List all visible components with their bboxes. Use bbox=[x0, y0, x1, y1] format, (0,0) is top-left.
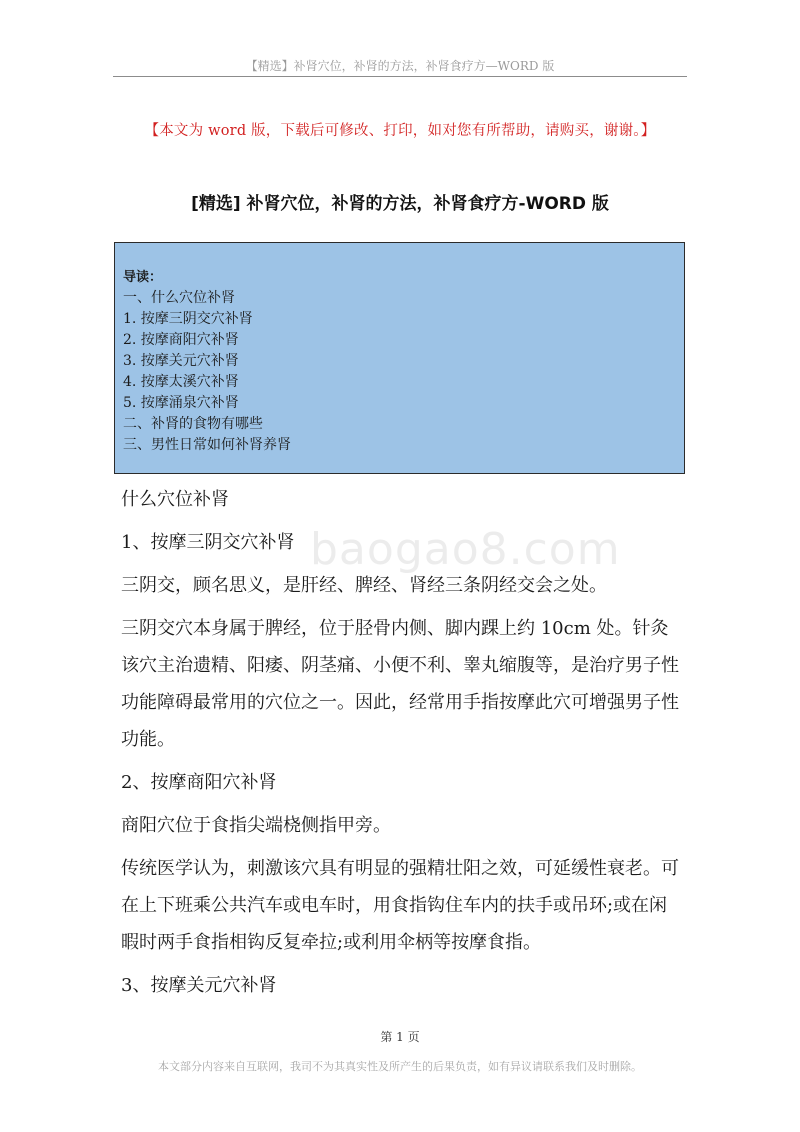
guide-item: 2. 按摩商阳穴补肾 bbox=[123, 332, 239, 348]
guide-item: 一、什么穴位补肾 bbox=[123, 290, 235, 306]
page-number: 第 1 页 bbox=[380, 1030, 420, 1044]
paragraph: 三阴交，顾名思义，是肝经、脾经、肾经三条阴经交会之处。 bbox=[121, 575, 607, 596]
subsection-heading: 1、按摩三阴交穴补肾 bbox=[121, 532, 295, 553]
guide-item: 三、男性日常如何补肾养肾 bbox=[123, 437, 291, 453]
guide-item: 3. 按摩关元穴补肾 bbox=[123, 353, 239, 369]
subsection-heading: 2、按摩商阳穴补肾 bbox=[121, 772, 277, 793]
purchase-notice: 【本文为 word 版，下载后可修改、打印，如对您有所帮助，请购买，谢谢。】 bbox=[144, 123, 656, 139]
guide-box bbox=[114, 242, 685, 474]
subsection-heading: 3、按摩关元穴补肾 bbox=[121, 975, 277, 996]
footer-disclaimer: 本文部分内容来自互联网，我司不为其真实性及所产生的后果负责，如有异议请联系我们及时删除。 bbox=[158, 1060, 642, 1073]
guide-item: 1. 按摩三阴交穴补肾 bbox=[123, 311, 253, 327]
guide-item: 二、补肾的食物有哪些 bbox=[123, 416, 263, 432]
paragraph: 传统医学认为，刺激该穴具有明显的强精壮阳之效，可延缓性衰老。可在上下班乘公共汽车或电车时，用食指钩住车内的扶手或吊环;或在闲暇时两手食指相钩反复牵拉;或利用伞柄等按摩食指。 bbox=[121, 858, 679, 953]
section-heading: 什么穴位补肾 bbox=[121, 489, 229, 510]
watermark: baogao8.com bbox=[310, 524, 621, 575]
guide-title: 导读： bbox=[123, 270, 163, 285]
document-title: [精选] 补肾穴位，补肾的方法，补肾食疗方-WORD 版 bbox=[191, 194, 609, 214]
guide-item: 5. 按摩涌泉穴补肾 bbox=[123, 395, 239, 411]
guide-item: 4. 按摩太溪穴补肾 bbox=[123, 374, 239, 390]
paragraph: 商阳穴位于食指尖端桡侧指甲旁。 bbox=[121, 815, 391, 836]
paragraph: 三阴交穴本身属于脾经，位于胫骨内侧、脚内踝上约 10cm 处。针灸该穴主治遗精、阳痿、阴茎痛、小便不利、睾丸缩腹等，是治疗男子性功能障碍最常用的穴位之一。因此，经常用手指按摩此穴可增强男子性功能。 bbox=[121, 618, 679, 750]
page-header-title: 【精选】补肾穴位，补肾的方法，补肾食疗方—WORD 版 bbox=[245, 59, 555, 73]
body-text bbox=[121, 481, 681, 1004]
header-divider bbox=[113, 76, 687, 77]
